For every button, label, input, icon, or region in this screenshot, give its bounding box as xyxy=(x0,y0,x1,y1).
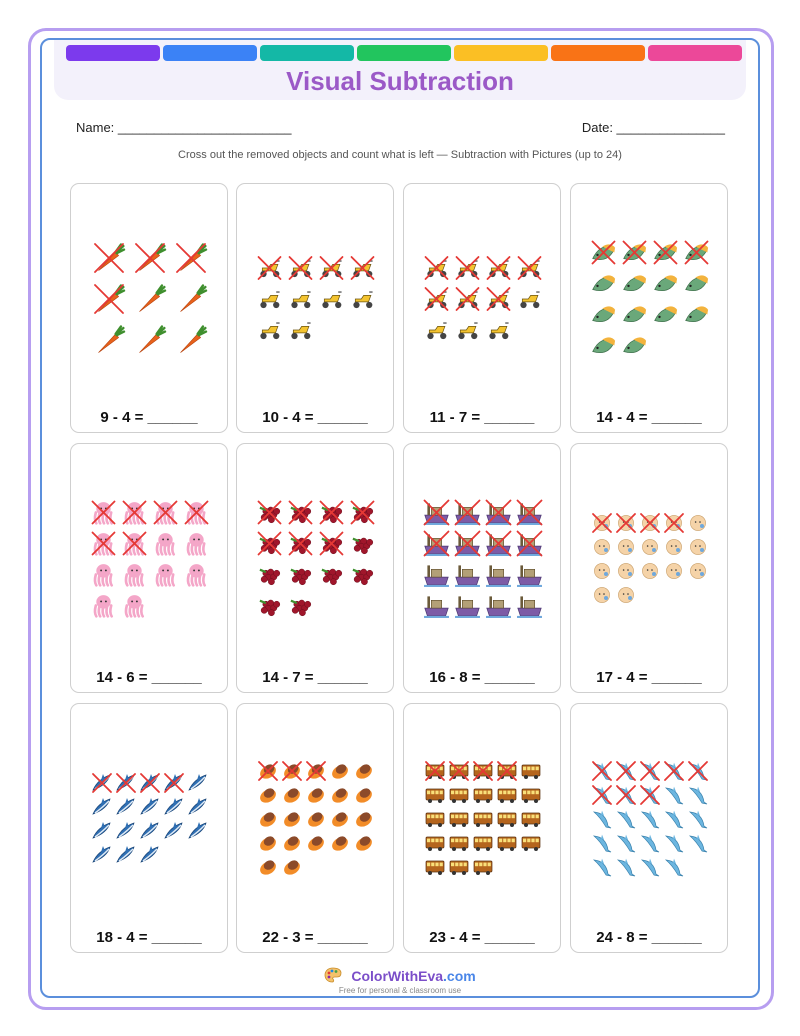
picture-group xyxy=(237,444,395,659)
bus-icon xyxy=(474,762,492,780)
sweet-potato-icon xyxy=(330,810,351,829)
problem-card xyxy=(570,443,728,693)
bus-icon xyxy=(450,813,468,827)
problem-card xyxy=(403,443,561,693)
carrot-icon xyxy=(177,244,206,272)
problem-card xyxy=(236,443,394,693)
dolphin-icon xyxy=(666,835,683,852)
sweet-potato-icon xyxy=(258,834,279,853)
dolphin-icon xyxy=(641,762,659,780)
berries-icon xyxy=(290,502,312,524)
sweet-potato-icon xyxy=(258,786,279,805)
picture-group xyxy=(71,444,229,659)
fish-icon xyxy=(686,275,708,290)
baby-icon xyxy=(690,539,705,554)
scooter-icon xyxy=(260,322,279,339)
picture-group xyxy=(404,184,562,399)
dolphin-icon xyxy=(617,786,635,804)
baby-icon xyxy=(690,563,705,578)
sweet-potato-icon xyxy=(258,762,279,781)
scooter-icon xyxy=(488,257,510,279)
octopus-icon xyxy=(157,564,174,585)
footer xyxy=(0,966,800,995)
dolphin-icon xyxy=(666,859,683,876)
problem-equation[interactable]: 17 - 4 = ______ xyxy=(596,669,702,686)
scooter-icon xyxy=(321,257,343,279)
page-title: Visual Subtraction xyxy=(286,66,514,96)
boat-icon xyxy=(424,596,449,618)
dolphin-icon xyxy=(689,762,707,780)
baby-icon xyxy=(594,539,609,554)
baby-icon xyxy=(618,539,633,554)
scooter-icon xyxy=(290,257,312,279)
sweet-potato-icon xyxy=(354,762,375,781)
problem-equation[interactable]: 10 - 4 = ______ xyxy=(262,409,368,426)
dolphin-icon xyxy=(665,762,683,780)
baby-icon xyxy=(618,587,633,602)
problem-equation[interactable]: 14 - 4 = ______ xyxy=(596,409,702,426)
berries-icon xyxy=(321,502,343,524)
scooter-icon xyxy=(259,257,281,279)
baby-icon xyxy=(593,514,611,532)
dolphin-icon xyxy=(666,811,683,828)
octopus-icon xyxy=(155,502,177,524)
scooter-icon xyxy=(489,322,508,339)
boat-icon xyxy=(424,501,449,525)
cross-out-mark xyxy=(426,288,448,310)
footer-tagline: Free for personal & classroom use xyxy=(338,985,462,995)
bus-icon xyxy=(426,762,444,780)
dolphin-icon xyxy=(690,835,707,852)
octopus-icon xyxy=(95,595,112,616)
cross-out-mark xyxy=(177,244,205,272)
problem-grid xyxy=(70,183,730,960)
bus-icon xyxy=(522,813,540,827)
boat-icon xyxy=(424,565,449,587)
problem-equation[interactable]: 11 - 7 = ______ xyxy=(429,409,535,426)
shark-icon xyxy=(93,798,110,814)
berries-icon xyxy=(259,533,281,555)
sweet-potato-icon xyxy=(330,786,351,805)
problem-card xyxy=(403,183,561,433)
problem-equation[interactable]: 23 - 4 = ______ xyxy=(429,929,535,946)
berries-icon xyxy=(322,569,342,585)
sweet-potato-icon xyxy=(354,834,375,853)
berries-icon xyxy=(291,569,311,585)
scooter-icon xyxy=(457,288,479,310)
problem-card xyxy=(70,443,228,693)
sweet-potato-icon xyxy=(282,786,303,805)
berries-icon xyxy=(352,502,374,524)
cross-out-mark xyxy=(259,257,281,279)
problem-equation[interactable]: 22 - 3 = ______ xyxy=(262,929,368,946)
baby-icon xyxy=(690,515,705,530)
carrot-icon xyxy=(140,286,166,312)
dolphin-icon xyxy=(594,859,611,876)
fish-icon xyxy=(624,242,647,264)
cross-out-mark xyxy=(117,774,135,792)
cross-out-mark xyxy=(321,257,343,279)
bus-icon xyxy=(498,837,516,851)
bus-icon xyxy=(474,861,492,875)
shark-icon xyxy=(189,822,206,838)
boat-icon xyxy=(455,565,480,587)
octopus-icon xyxy=(126,595,143,616)
rainbow-segment xyxy=(648,45,742,61)
octopus-icon xyxy=(124,502,146,524)
rainbow-segment xyxy=(454,45,548,61)
scooter-icon xyxy=(291,322,310,339)
picture-group xyxy=(71,184,229,399)
boat-icon xyxy=(517,565,542,587)
bus-icon xyxy=(522,789,540,803)
fish-icon xyxy=(624,275,646,290)
scooter-icon xyxy=(458,322,477,339)
rainbow-bar xyxy=(66,45,742,61)
shark-icon xyxy=(165,798,182,814)
problem-card xyxy=(236,703,394,953)
scooter-icon xyxy=(426,288,448,310)
rainbow-segment xyxy=(163,45,257,61)
baby-icon xyxy=(642,563,657,578)
fish-icon xyxy=(655,306,677,321)
boat-icon xyxy=(486,532,511,556)
sweet-potato-icon xyxy=(330,762,351,781)
fish-icon xyxy=(593,306,615,321)
baby-icon xyxy=(594,587,609,602)
bus-icon xyxy=(498,789,516,803)
cross-out-mark xyxy=(141,774,159,792)
shark-icon xyxy=(117,822,134,838)
problem-card xyxy=(70,703,228,953)
shark-icon xyxy=(141,774,159,792)
problem-equation[interactable]: 9 - 4 = ______ xyxy=(100,409,198,426)
berries-icon xyxy=(353,569,373,585)
boat-icon xyxy=(517,501,542,525)
boat-icon xyxy=(455,596,480,618)
dolphin-icon xyxy=(690,787,707,804)
bus-icon xyxy=(450,789,468,803)
sweet-potato-icon xyxy=(354,786,375,805)
fish-icon xyxy=(686,242,709,264)
problem-card xyxy=(570,703,728,953)
carrot-icon xyxy=(95,285,124,313)
sweet-potato-icon xyxy=(306,810,327,829)
shark-icon xyxy=(141,846,158,862)
picture-group xyxy=(71,704,229,919)
sweet-potato-icon xyxy=(258,810,279,829)
brand-name[interactable]: ColorWithEva.com xyxy=(351,968,476,984)
bus-icon xyxy=(474,837,492,851)
scooter-icon xyxy=(352,257,374,279)
scooter-icon xyxy=(322,291,341,308)
berries-icon xyxy=(259,502,281,524)
instructions-text: Cross out the removed objects and count what is left — Subtraction with Pictures (up to 24) xyxy=(178,149,622,161)
scooter-icon xyxy=(488,288,510,310)
shark-icon xyxy=(141,822,158,838)
picture-group xyxy=(571,444,729,659)
bus-icon xyxy=(426,789,444,803)
bus-icon xyxy=(498,813,516,827)
cross-out-mark xyxy=(457,257,479,279)
cross-out-mark xyxy=(488,288,510,310)
berries-icon xyxy=(321,533,343,555)
baby-icon xyxy=(665,514,683,532)
carrot-icon xyxy=(136,244,165,272)
bus-icon xyxy=(498,762,516,780)
sweet-potato-icon xyxy=(258,858,279,877)
rainbow-segment xyxy=(551,45,645,61)
bus-icon xyxy=(450,861,468,875)
bus-icon xyxy=(426,837,444,851)
berries-icon xyxy=(260,569,280,585)
cross-out-mark xyxy=(457,288,479,310)
octopus-icon xyxy=(188,533,205,554)
dolphin-icon xyxy=(641,786,659,804)
carrot-icon xyxy=(140,327,166,353)
problem-equation[interactable]: 14 - 6 = ______ xyxy=(96,669,202,686)
bus-icon xyxy=(450,762,468,780)
dolphin-icon xyxy=(690,811,707,828)
fish-icon xyxy=(593,275,615,290)
problem-equation[interactable]: 14 - 7 = ______ xyxy=(262,669,368,686)
dolphin-icon xyxy=(594,811,611,828)
octopus-icon xyxy=(124,533,146,555)
rainbow-segment xyxy=(66,45,160,61)
scooter-icon xyxy=(457,257,479,279)
scooter-icon xyxy=(520,291,539,308)
boat-icon xyxy=(486,501,511,525)
picture-group xyxy=(571,184,729,399)
picture-group xyxy=(237,184,395,399)
problem-card xyxy=(403,703,561,953)
baby-icon xyxy=(641,514,659,532)
name-field[interactable]: Name: ________________________ xyxy=(76,120,292,135)
rainbow-segment xyxy=(260,45,354,61)
carrot-icon xyxy=(181,327,207,353)
dolphin-icon xyxy=(618,835,635,852)
rainbow-segment xyxy=(357,45,451,61)
fish-icon xyxy=(686,306,708,321)
fish-icon xyxy=(624,337,646,352)
berries-icon xyxy=(260,600,280,616)
boat-icon xyxy=(517,532,542,556)
fish-icon xyxy=(655,275,677,290)
scooter-icon xyxy=(426,257,448,279)
picture-group xyxy=(404,704,562,919)
octopus-icon xyxy=(95,564,112,585)
scooter-icon xyxy=(427,322,446,339)
baby-icon xyxy=(617,514,635,532)
sweet-potato-icon xyxy=(306,786,327,805)
sweet-potato-icon xyxy=(306,762,327,781)
boat-icon xyxy=(455,532,480,556)
scooter-icon xyxy=(260,291,279,308)
bus-icon xyxy=(522,765,540,779)
fish-icon xyxy=(624,306,646,321)
problem-card xyxy=(70,183,228,433)
octopus-icon xyxy=(93,502,115,524)
cross-out-mark xyxy=(93,774,111,792)
sweet-potato-icon xyxy=(282,858,303,877)
boat-icon xyxy=(424,532,449,556)
date-field[interactable]: Date: _______________ xyxy=(581,120,725,135)
bus-icon xyxy=(474,789,492,803)
boat-icon xyxy=(455,501,480,525)
cross-out-mark xyxy=(488,257,510,279)
cross-out-mark xyxy=(290,257,312,279)
cross-out-mark xyxy=(519,257,541,279)
picture-group xyxy=(571,704,729,919)
fish-icon xyxy=(593,337,615,352)
bus-icon xyxy=(450,837,468,851)
picture-group xyxy=(404,444,562,659)
baby-icon xyxy=(594,563,609,578)
fish-icon xyxy=(655,242,678,264)
shark-icon xyxy=(117,798,134,814)
problem-card xyxy=(570,183,728,433)
dolphin-icon xyxy=(642,835,659,852)
shark-icon xyxy=(189,798,206,814)
scooter-icon xyxy=(291,291,310,308)
shark-icon xyxy=(93,846,110,862)
sweet-potato-icon xyxy=(354,810,375,829)
scooter-icon xyxy=(353,291,372,308)
octopus-icon xyxy=(93,533,115,555)
shark-icon xyxy=(141,798,158,814)
sweet-potato-icon xyxy=(306,834,327,853)
boat-icon xyxy=(517,596,542,618)
picture-group xyxy=(237,704,395,919)
octopus-icon xyxy=(126,564,143,585)
shark-icon xyxy=(93,822,110,838)
problem-card xyxy=(236,183,394,433)
problem-equation[interactable]: 24 - 8 = ______ xyxy=(596,929,702,946)
baby-icon xyxy=(666,539,681,554)
dolphin-icon xyxy=(618,859,635,876)
cross-out-mark xyxy=(136,244,164,272)
bus-icon xyxy=(522,837,540,851)
cross-out-mark xyxy=(95,285,123,313)
shark-icon xyxy=(117,774,135,792)
carrot-icon xyxy=(99,327,125,353)
dolphin-icon xyxy=(666,787,683,804)
sweet-potato-icon xyxy=(282,834,303,853)
octopus-icon xyxy=(188,564,205,585)
shark-icon xyxy=(165,822,182,838)
sweet-potato-icon xyxy=(282,762,303,781)
dolphin-icon xyxy=(617,762,635,780)
cross-out-mark xyxy=(426,257,448,279)
dolphin-icon xyxy=(642,811,659,828)
palette-icon xyxy=(324,967,342,987)
scooter-icon xyxy=(519,257,541,279)
dolphin-icon xyxy=(642,859,659,876)
dolphin-icon xyxy=(594,835,611,852)
boat-icon xyxy=(486,565,511,587)
shark-icon xyxy=(117,846,134,862)
carrot-icon xyxy=(95,244,124,272)
problem-equation[interactable]: 18 - 4 = ______ xyxy=(96,929,202,946)
baby-icon xyxy=(618,563,633,578)
berries-icon xyxy=(353,538,373,554)
bus-icon xyxy=(474,813,492,827)
cross-out-mark xyxy=(352,257,374,279)
bus-icon xyxy=(426,861,444,875)
carrot-icon xyxy=(181,286,207,312)
sweet-potato-icon xyxy=(330,834,351,853)
problem-equation[interactable]: 16 - 8 = ______ xyxy=(429,669,535,686)
bus-icon xyxy=(426,813,444,827)
sweet-potato-icon xyxy=(282,810,303,829)
baby-icon xyxy=(642,539,657,554)
shark-icon xyxy=(93,774,111,792)
dolphin-icon xyxy=(593,786,611,804)
berries-icon xyxy=(290,533,312,555)
boat-icon xyxy=(486,596,511,618)
berries-icon xyxy=(291,600,311,616)
dolphin-icon xyxy=(593,762,611,780)
cross-out-mark xyxy=(165,774,183,792)
cross-out-mark xyxy=(95,244,123,272)
octopus-icon xyxy=(157,533,174,554)
octopus-icon xyxy=(186,502,208,524)
baby-icon xyxy=(666,563,681,578)
fish-icon xyxy=(593,242,616,264)
shark-icon xyxy=(165,774,183,792)
dolphin-icon xyxy=(618,811,635,828)
shark-icon xyxy=(189,774,206,790)
